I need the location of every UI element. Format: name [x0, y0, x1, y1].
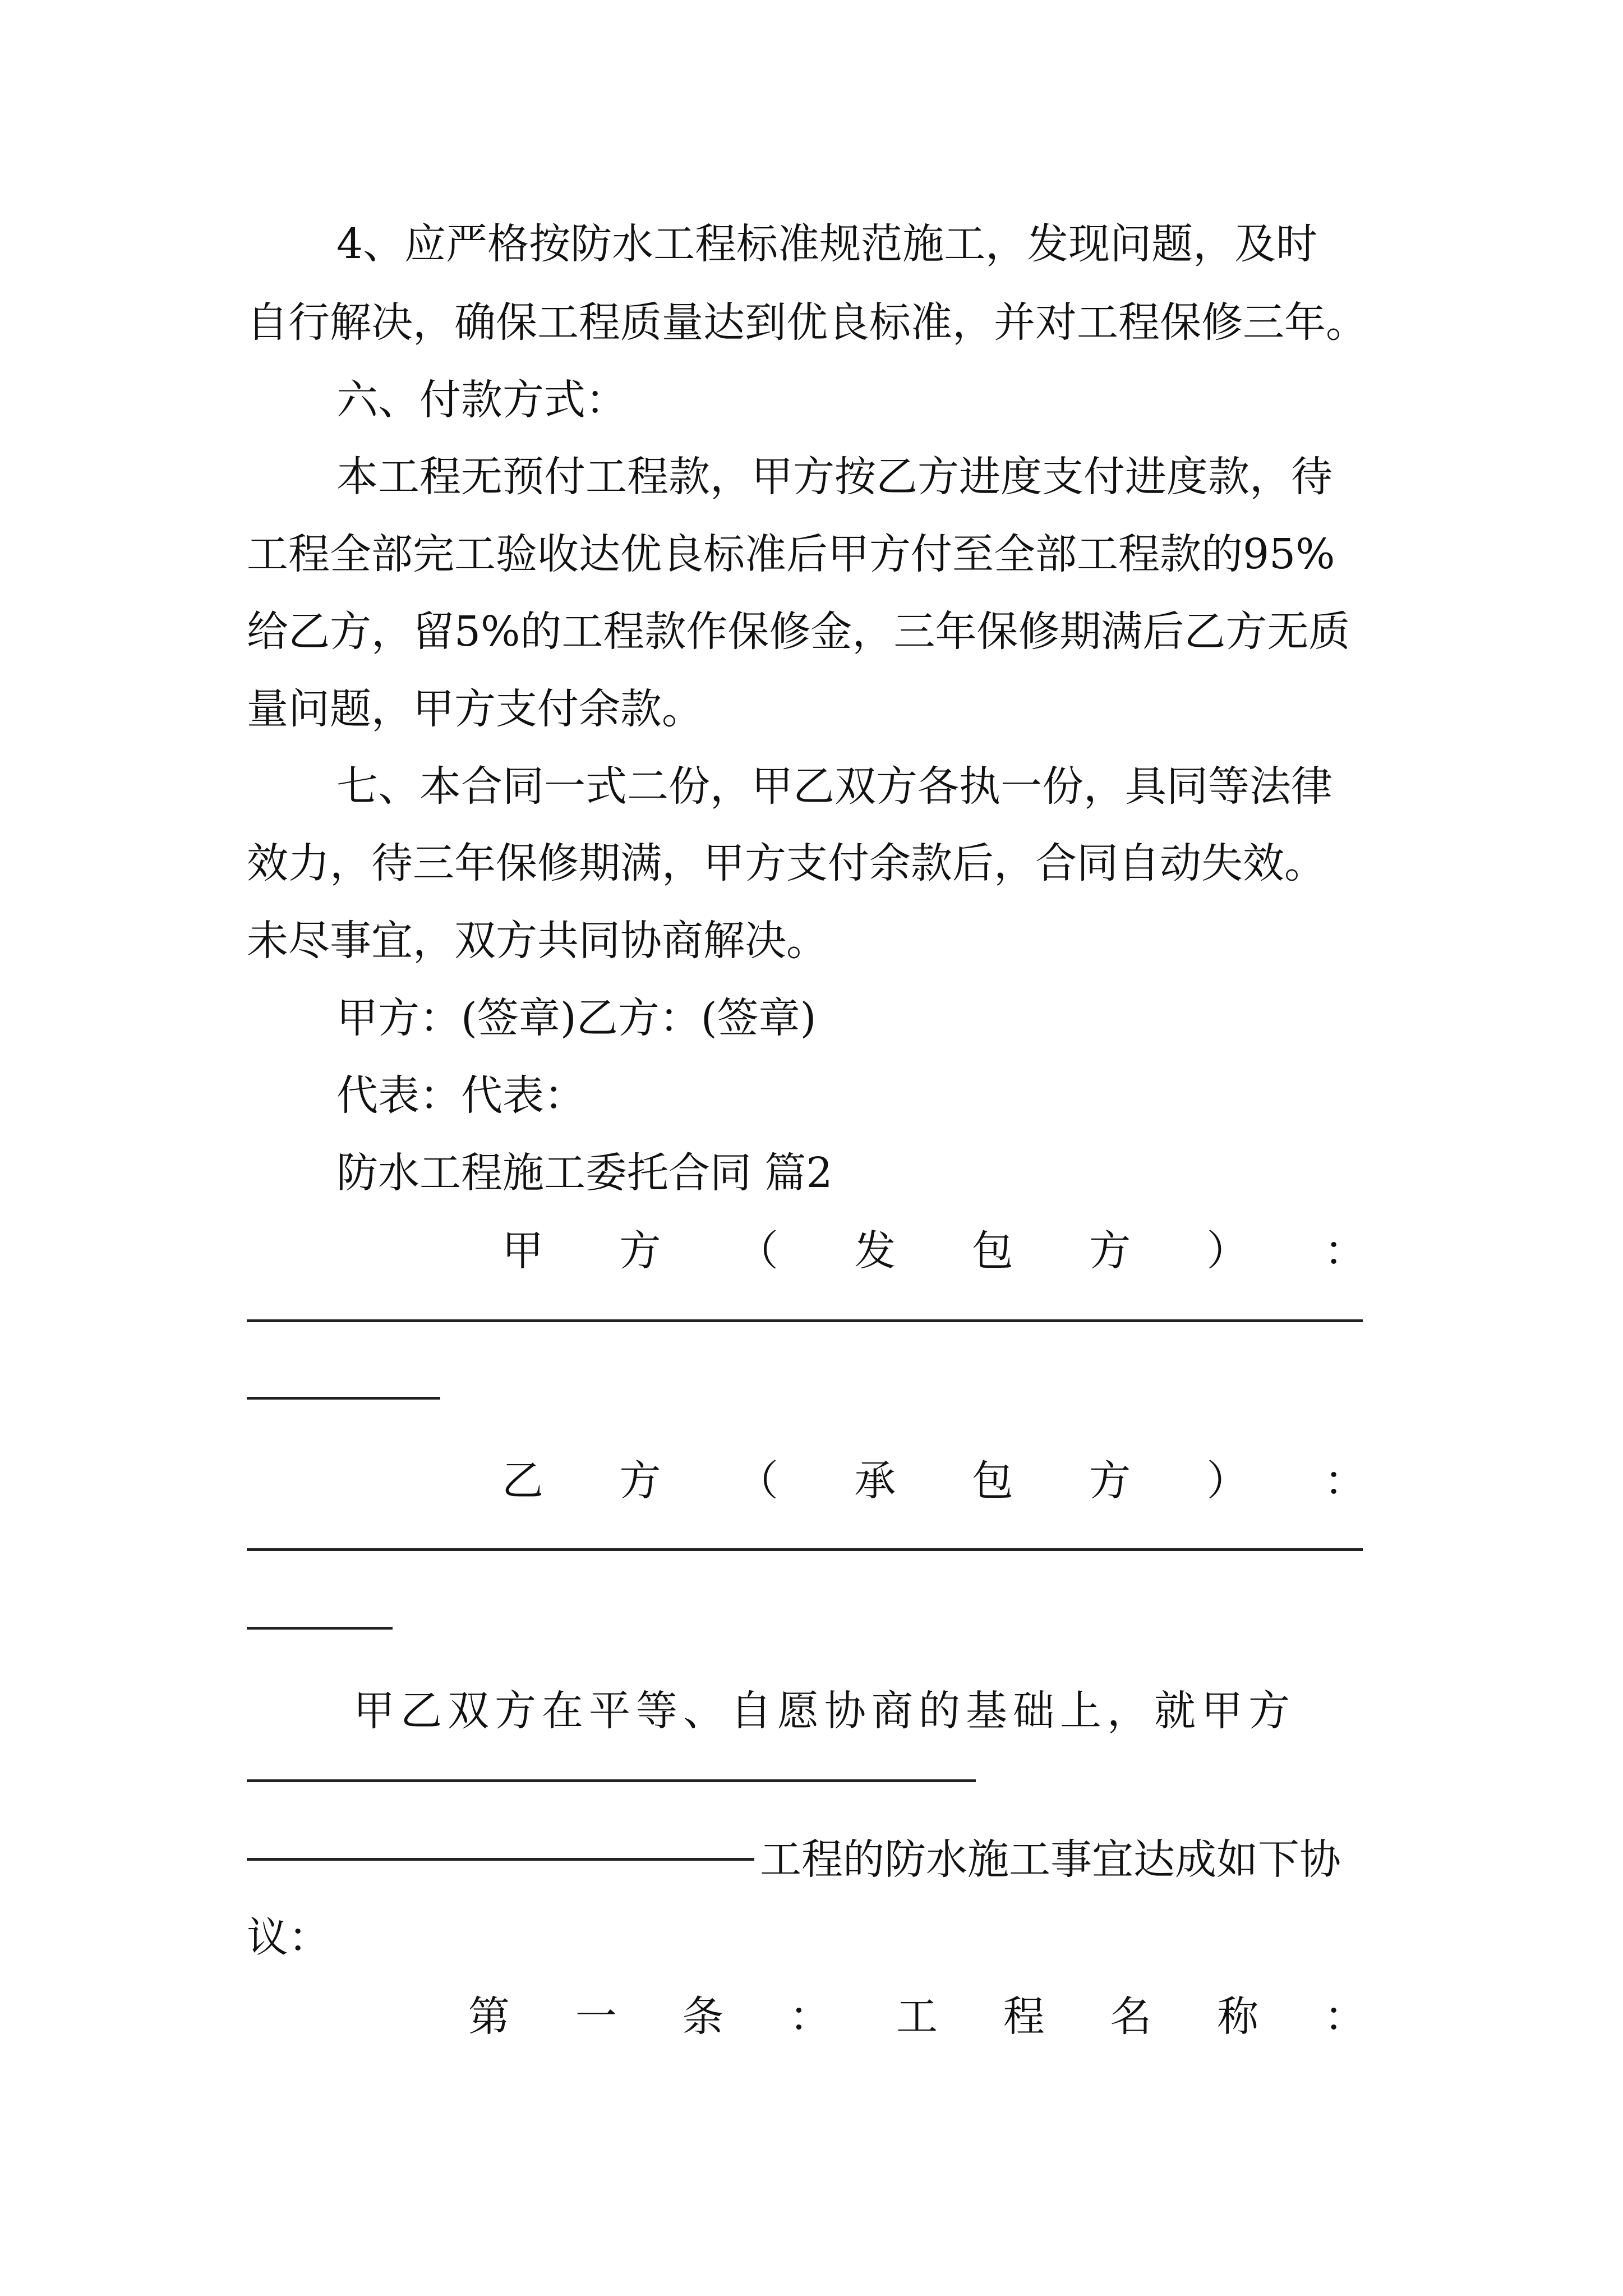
article-char: 工 — [896, 1993, 938, 2041]
party-b-char: 包 — [971, 1457, 1013, 1505]
agreement-line: 甲乙双方在平等、自愿协商的基础上，就甲方 — [353, 1687, 1295, 1735]
article-char: 第 — [468, 1993, 510, 2041]
contract-title: 防水工程施工委托合同 篇2 — [336, 1149, 833, 1197]
section-heading: 六、付款方式： — [336, 376, 627, 424]
party-a-char: 甲 — [502, 1227, 543, 1275]
party-b-char: ） — [1206, 1457, 1248, 1505]
party-b-char: ： — [1324, 1457, 1366, 1505]
paragraph-line: 工程全部完工验收达优良标准后甲方付至全部工程款的95% — [247, 530, 1335, 578]
party-b-char: 承 — [854, 1457, 896, 1505]
article-char: 一 — [575, 1993, 617, 2041]
party-a-char: 方 — [1089, 1227, 1131, 1275]
party-b-char: 方 — [1089, 1457, 1131, 1505]
party-b-char: 方 — [619, 1457, 661, 1505]
paragraph-line: 未尽事宜，双方共同协商解决。 — [247, 917, 828, 965]
agreement-continuation: 工程的防水施工事宜达成如下协 — [760, 1835, 1341, 1884]
article-char: 称 — [1217, 1993, 1259, 2041]
agreement-end: 议： — [247, 1913, 330, 1962]
party-a-label — [502, 1223, 1366, 1279]
paragraph-line: 量问题，甲方支付余款。 — [247, 685, 703, 733]
party-a-char: 发 — [854, 1227, 896, 1275]
party-b-label — [502, 1453, 1366, 1509]
paragraph-line: 七、本合同一式二份，甲乙双方各执一份，具同等法律 — [336, 762, 1332, 811]
article-char: ： — [1324, 1993, 1366, 2041]
blank-fill-line — [247, 1627, 393, 1630]
article-char: 程 — [1003, 1993, 1045, 2041]
signature-line: 甲方：(签章)乙方：(签章) — [336, 994, 817, 1042]
party-b-char: （ — [736, 1457, 778, 1505]
paragraph-line: 4、应严格按防水工程标准规范施工，发现问题，及时 — [336, 220, 1318, 268]
blank-fill-line — [247, 1548, 1363, 1551]
party-a-char: （ — [736, 1227, 778, 1275]
article-char: ： — [789, 1993, 831, 2041]
blank-fill-line — [247, 1319, 1363, 1322]
blank-fill-line — [247, 1779, 976, 1782]
article-char: 条 — [682, 1993, 724, 2041]
party-b-char: 乙 — [502, 1457, 543, 1505]
paragraph-line: 效力，待三年保修期满，甲方支付余款后，合同自动失效。 — [247, 839, 1326, 887]
article-char: 名 — [1110, 1993, 1152, 2041]
blank-fill-line — [247, 1858, 754, 1861]
article-one-label — [468, 1989, 1366, 2045]
party-a-char: 包 — [971, 1227, 1013, 1275]
paragraph-line: 给乙方，留5%的工程款作保修金，三年保修期满后乙方无质 — [247, 608, 1350, 656]
party-a-char: ） — [1206, 1227, 1248, 1275]
representative-line: 代表：代表： — [336, 1071, 585, 1120]
paragraph-line: 本工程无预付工程款，甲方按乙方进度支付进度款，待 — [336, 453, 1332, 501]
party-a-char: ： — [1324, 1227, 1366, 1275]
blank-fill-line — [247, 1397, 440, 1400]
party-a-char: 方 — [619, 1227, 661, 1275]
paragraph-line: 自行解决，确保工程质量达到优良标准，并对工程保修三年。 — [247, 298, 1367, 347]
